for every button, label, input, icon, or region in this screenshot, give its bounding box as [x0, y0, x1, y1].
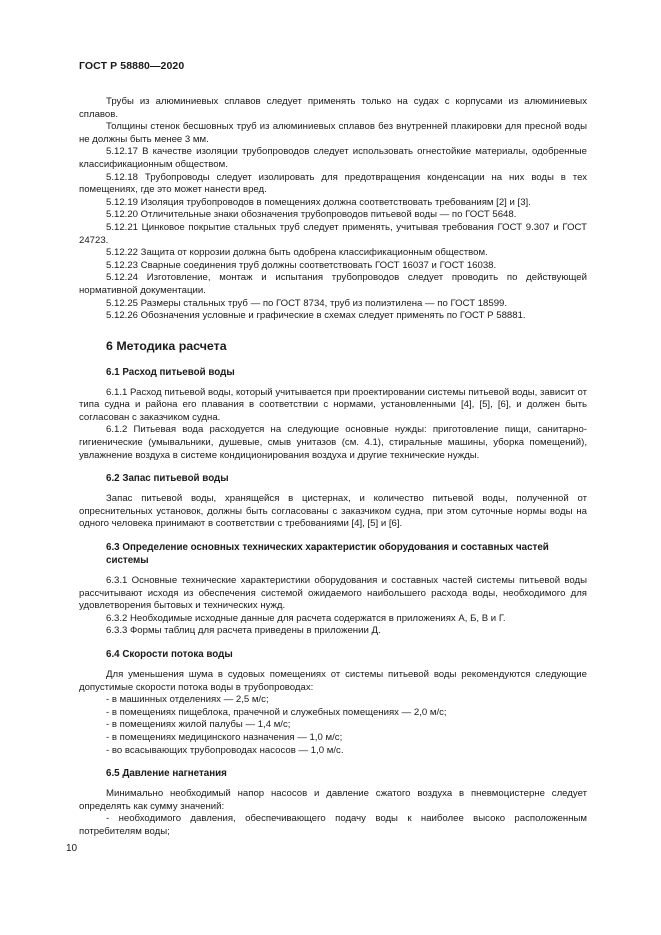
paragraph: 5.12.22 Защита от коррозии должна быть одобрена классификационным обществом.: [106, 247, 488, 259]
paragraph: 6.1.1 Расход питьевой воды, который учитывается при проектировании системы питьевой воды, зависит от типа судна и района его плавания в соответствии с нормами, установленными [4], [5], [6], и должен быть согласован с заказчиком судна.: [79, 386, 587, 423]
paragraph: 5.12.21 Цинковое покрытие стальных труб следует применять, учитывая требования ГОСТ 9.307 и ГОСТ 24723.: [79, 221, 587, 246]
paragraph: 5.12.20 Отличительные знаки обозначения трубопроводов питьевой воды — по ГОСТ 5648.: [106, 209, 517, 221]
document-header: ГОСТ Р 58880—2020: [79, 60, 185, 72]
paragraph: 5.12.19 Изоляция трубопроводов в помещениях должна соответствовать требованиям [2] и [3].: [106, 196, 531, 208]
paragraph: 5.12.25 Размеры стальных труб — по ГОСТ 8734, труб из полиэтилена — по ГОСТ 18599.: [106, 297, 508, 309]
document-body: [79, 96, 587, 839]
paragraph: 5.12.24 Изготовление, монтаж и испытания трубопроводов следует проводить по действующей нормативной документации.: [79, 272, 587, 296]
list-item: - во всасывающих трубопроводах насосов — 1,0 м/с.: [106, 744, 344, 756]
list-item: - в помещениях медицинского назначения — 1,0 м/с;: [106, 731, 343, 743]
section-heading: 6 Методика расчета: [106, 338, 227, 353]
page-number: 10: [66, 843, 78, 854]
paragraph: Минимально необходимый напор насосов и давление сжатого воздуха в пневмоцистерне следует определять как сумму значений:: [79, 788, 587, 812]
subsection-heading: 6.4 Скорости потока воды: [106, 649, 233, 660]
paragraph: 6.3.3 Формы таблиц для расчета приведены в приложении Д.: [106, 625, 381, 637]
paragraph: 6.1.2 Питьевая вода расходуется на следующие основные нужды: приготовление пищи, санитарно-гигиенические (умывальники, душевые, смыв унитазов (см. 4.1), стиральные машины, уборка помещений), увлажнение воздуха в системе кондиционирования воздуха и другие технические нужды.: [79, 424, 587, 461]
paragraph: 6.3.2 Необходимые исходные данные для расчета содержатся в приложениях А, Б, В и Г.: [106, 612, 506, 624]
paragraph: Для уменьшения шума в судовых помещениях от системы питьевой воды рекомендуются следующие допустимые скорости потока воды в трубопроводах:: [79, 669, 587, 693]
paragraph: - необходимого давления, обеспечивающего подачу воды к наиболее высоко расположенным потребителям воды;: [79, 813, 587, 837]
paragraph: 5.12.23 Сварные соединения труб должны соответствовать ГОСТ 16037 и ГОСТ 16038.: [106, 259, 497, 271]
subsection-heading: 6.2 Запас питьевой воды: [106, 473, 229, 485]
list-item: - в помещениях жилой палубы — 1,4 м/с;: [106, 719, 291, 731]
paragraph: Запас питьевой воды, хранящейся в цистернах, и количество питьевой воды, полученной от опреснительных установок, должны быть согласованы с заказчиком судна, при этом суточные нормы воды на одного человека принимают в соответствии с требованиями [4], [5] и [6].: [79, 493, 587, 530]
paragraph: 5.12.18 Трубопроводы следует изолировать для предотвращения конденсации на них воды в тех помещениях, где это может нанести вред.: [79, 171, 587, 196]
list-item: - в машинных отделениях — 2,5 м/с;: [106, 694, 269, 706]
paragraph: Трубы из алюминиевых сплавов следует применять только на судах с корпусами из алюминиевых сплавов.: [79, 96, 587, 120]
subsection-heading: 6.5 Давление нагнетания: [106, 768, 227, 780]
paragraph: 6.3.1 Основные технические характеристики оборудования и составных частей системы питьевой воды рассчитывают исходя из обеспечения системой ожидаемого наибольшего расхода воды, необходимого для удовлетворения бытовых и технических нужд.: [79, 575, 587, 612]
subsection-heading: 6.1 Расход питьевой воды: [106, 366, 235, 378]
paragraph: 5.12.17 В качестве изоляции трубопроводов следует использовать огнестойкие материалы, одобренные классификационным обществом.: [79, 146, 587, 170]
paragraph: Толщины стенок бесшовных труб из алюминиевых сплавов без внутренней плакировки для пресной воды не должны быть менее 3 мм.: [79, 121, 587, 145]
paragraph: 5.12.26 Обозначения условные и графические в схемах следует применять по ГОСТ Р 58881.: [106, 310, 526, 322]
subsection-heading: 6.3 Определение основных технических характеристик оборудования и составных частей системы: [106, 542, 549, 567]
list-item: - в помещениях пищеблока, прачечной и служебных помещениях — 2,0 м/с;: [106, 706, 447, 718]
